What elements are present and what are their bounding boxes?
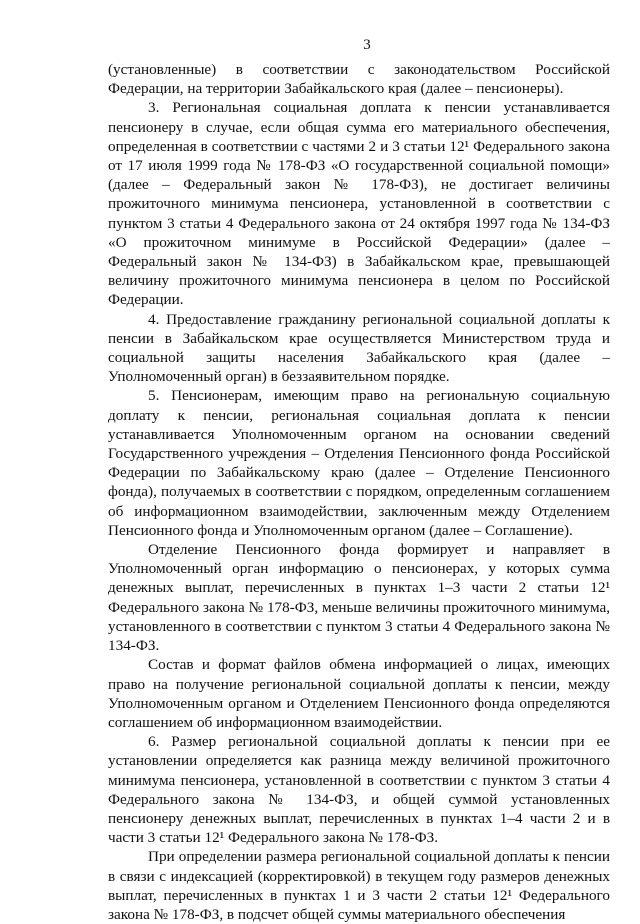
paragraph: При определении размера региональной социальной доплаты к пенсии в связи с индексацией (корректировкой) в текущем году размеров денежных выплат, перечисленных в пунктах 1 и 3 части 2 статьи 12¹ Федерального закона № 178-ФЗ, в подсчет общей суммы материального обеспечения — [108, 848, 610, 923]
paragraph: 4. Предоставление гражданину региональной социальной доплаты к пенсии в Забайкальском крае осуществляется Министерством труда и социальной защиты населения Забайкальского края (далее – Уполномоченный орган) в беззаявительном порядке. — [108, 310, 610, 386]
paragraph: Отделение Пенсионного фонда формирует и направляет в Уполномоченный орган информацию о пенсионерах, у которых сумма денежных выплат, перечисленных в пунктах 1–3 части 2 статьи 12¹ Федерального закона № 178-ФЗ, меньше величины прожиточного минимума, установленного в соответствии с пунктом 3 статьи 4 Федерального закона № 134-ФЗ. — [108, 541, 610, 655]
paragraph: 6. Размер региональной социальной доплаты к пенсии при ее установлении определяется как разница между величиной прожиточного минимума пенсионера, установленной в соответствии с пунктом 3 статьи 4 Федерального закона № 134-ФЗ, и общей суммой установленных пенсионеру денежных выплат, перечисленных в пунктах 1–4 части 2 и в части 3 статьи 12¹ Федерального закона № 178-ФЗ. — [108, 733, 610, 847]
page-number: 3 — [363, 37, 371, 53]
paragraph: (установленные) в соответствии с законодательством Российской Федерации, на территории Забайкальского края (далее – пенсионеры). — [108, 61, 610, 98]
document-body — [108, 60, 610, 924]
paragraph: Состав и формат файлов обмена информацией о лицах, имеющих право на получение региональной социальной доплаты к пенсии, между Уполномоченным органом и Отделением Пенсионного фонда определяются соглашением об информационном взаимодействии. — [108, 656, 610, 731]
paragraph: 3. Региональная социальная доплата к пенсии устанавливается пенсионеру в случае, если общая сумма его материального обеспечения, определенная в соответствии с частями 2 и 3 статьи 12¹ Федерального закона от 17 июля 1999 года № 178-ФЗ «О государственной социальной помощи» (далее – Федеральный закон № 178-ФЗ), не достигает величины прожиточного минимума пенсионера, установленной в соответствии с пунктом 3 статьи 4 Федерального закона от 24 октября 1997 года № 134-ФЗ «О прожиточном минимуме в Российской Федерации» (далее – Федеральный закон № 134-ФЗ) в Забайкальском крае, превышающей величину прожиточного минимума пенсионера в целом по Российской Федерации. — [108, 99, 610, 309]
paragraph: 5. Пенсионерам, имеющим право на региональную социальную доплату к пенсии, региональная социальная доплата к пенсии устанавливается Уполномоченным органом на основании сведений Государственного учреждения – Отделения Пенсионного фонда Российской Федерации по Забайкальскому краю (далее – Отделение Пенсионного фонда), получаемых в соответствии с порядком, определенным соглашением об информационном взаимодействии, заключенным между Отделением Пенсионного фонда и Уполномоченным органом (далее – Соглашение). — [108, 387, 610, 539]
